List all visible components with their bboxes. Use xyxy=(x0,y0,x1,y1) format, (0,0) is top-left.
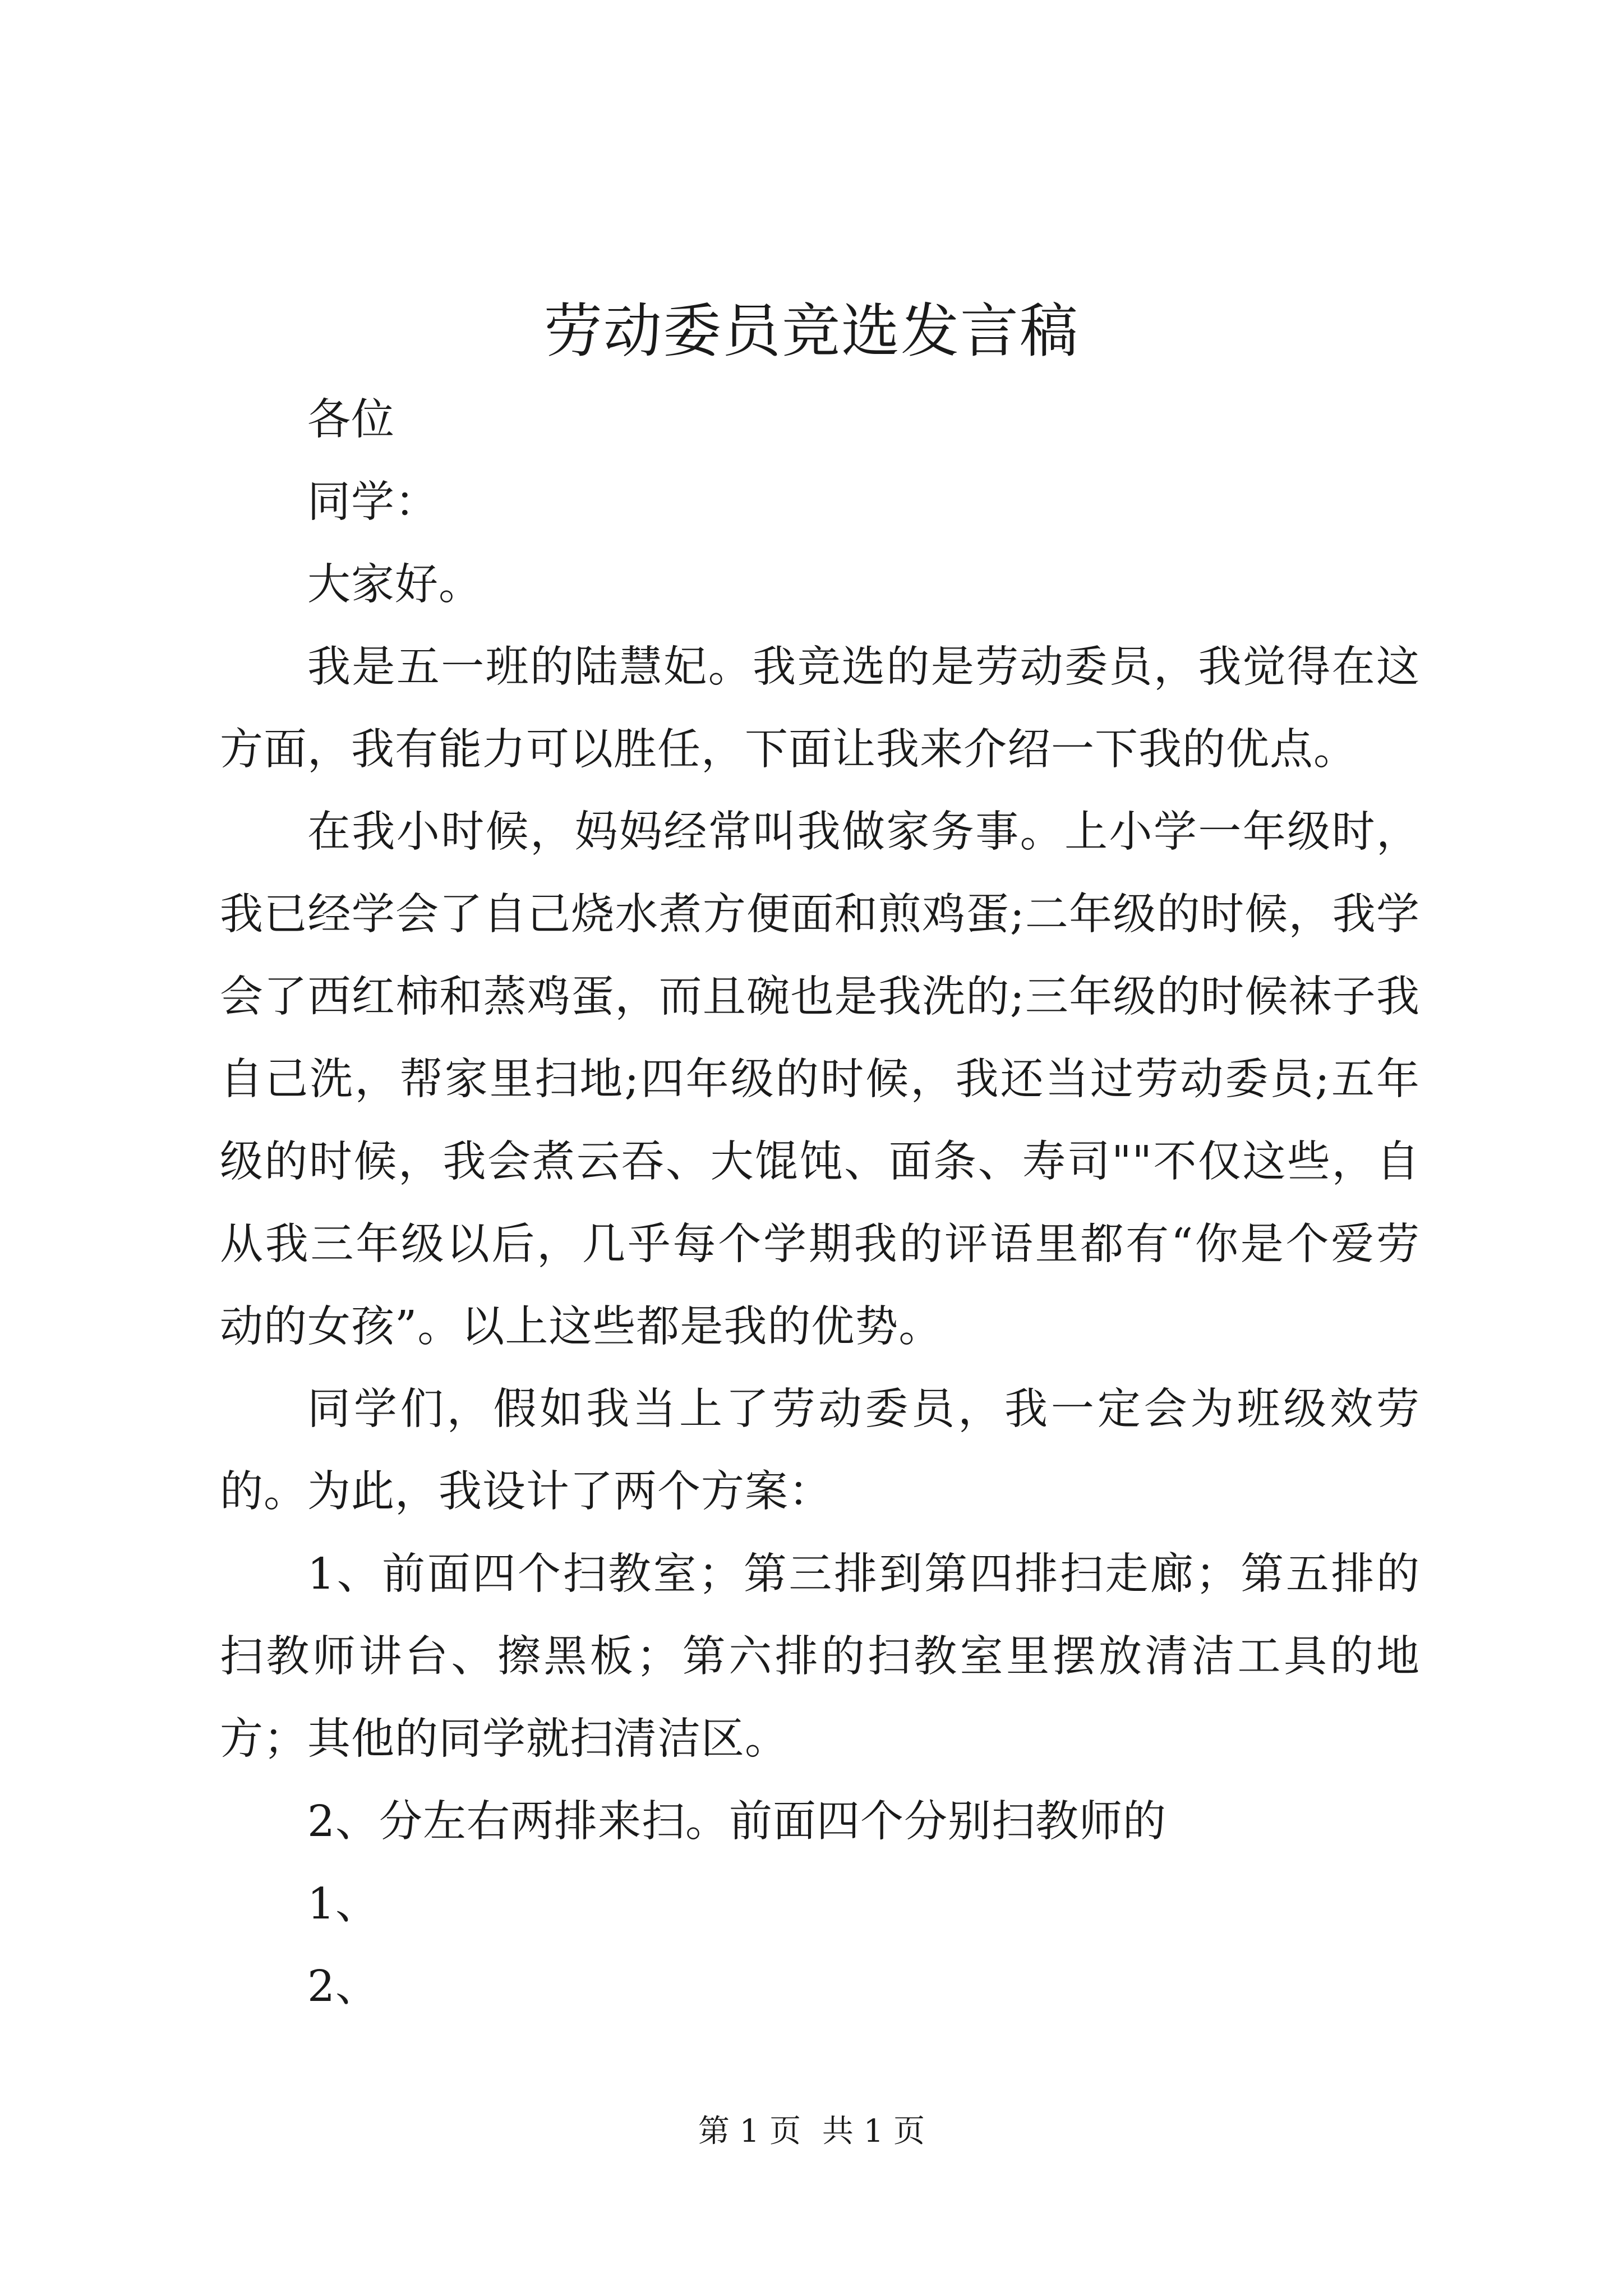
page-total: 共 1 页 xyxy=(822,2113,925,2150)
paragraph-plan-2: 2、分左右两排来扫。前面四个分别扫教师的 xyxy=(307,1797,1166,1847)
paragraph-plan-1: 1、前面四个扫教室；第三排到第四排扫走廊；第五排的扫教师讲台、擦黑板；第六排的扫教室里摆放清洁工具的地方；其他的同学就扫清洁区。 xyxy=(220,1549,1420,1764)
paragraph-greeting-1: 各位 xyxy=(307,395,395,445)
page-footer xyxy=(0,2109,1623,2154)
paragraph-item-2: 2、 xyxy=(307,1962,379,2012)
paragraph-promise: 同学们，假如我当上了劳动委员，我一定会为班级效劳的。为此，我设计了两个方案： xyxy=(220,1384,1420,1517)
paragraph-introduction: 我是五一班的陆慧妃。我竞选的是劳动委员，我觉得在这方面，我有能力可以胜任，下面让我来介绍一下我的优点。 xyxy=(220,642,1420,775)
paragraph-item-1: 1、 xyxy=(307,1879,379,1929)
paragraph-greeting-3: 大家好。 xyxy=(307,560,482,610)
paragraph-experience: 在我小时候，妈妈经常叫我做家务事。上小学一年级时，我已经学会了自己烧水煮方便面和煎鸡蛋;二年级的时候，我学会了西红柿和蒸鸡蛋，而且碗也是我洗的;三年级的时候袜子我自己洗，帮家里扫地;四年级的时候，我还当过劳动委员;五年级的时候，我会煮云吞、大馄饨、面条、寿司""不仅这些，自从我三年级以后，几乎每个学期我的评语里都有“你是个爱劳动的女孩”。以上这些都是我的优势。 xyxy=(220,807,1420,1352)
paragraph-greeting-2: 同学： xyxy=(307,477,439,527)
page-number: 第 1 页 xyxy=(698,2113,801,2150)
document-title: 劳动委员竞选发言稿 xyxy=(543,297,1079,365)
document-body xyxy=(220,379,1420,2028)
